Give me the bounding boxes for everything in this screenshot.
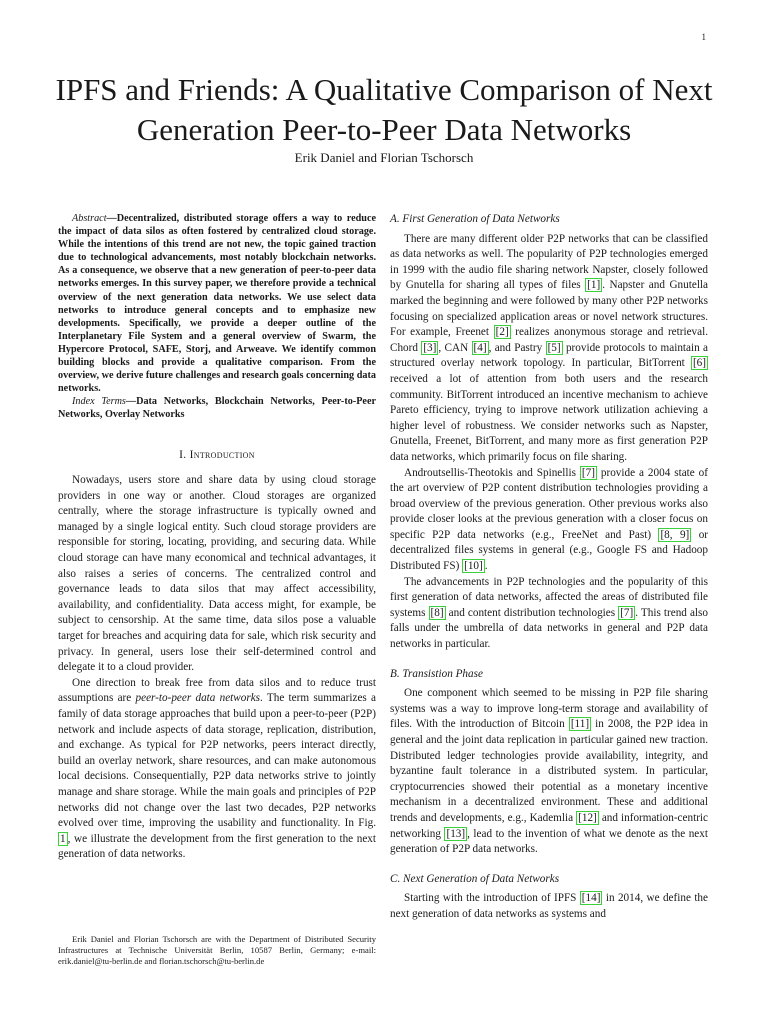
paragraph-text: . <box>484 560 488 573</box>
subsection-c-heading: C. Next Generation of Data Networks <box>390 872 560 885</box>
paragraph-text: or decentralized files systems in general (e.g., Google FS and Hadoop Distributed FS) <box>390 528 709 573</box>
intro-p2-text-c: , we illustrate the development from the first generation to the next generation of data networks. <box>58 832 376 861</box>
paragraph-text: , lead to the invention of what we denote as the next generation of P2P data networks. <box>390 827 708 856</box>
paragraph-text: , and Pastry <box>488 341 546 354</box>
citation-link[interactable]: [11] <box>570 718 590 731</box>
paragraph-text: realizes anonymous storage and retrieval. Chord <box>390 326 709 354</box>
author-footnote: Erik Daniel and Florian Tschorsch are with the Department of Distributed Security Infrastructures at Technische Universität Berlin, 10587 Berlin, Germany; e-mail: erik.daniel@tu-berlin.de and florian.tschorsch@tu-berlin.de <box>58 934 376 967</box>
citation-link[interactable]: [8] <box>430 606 444 619</box>
paragraph-text: The advancements in P2P technologies and the popularity of this first generation of data networks, affected the areas of distributed file systems <box>390 575 708 619</box>
paragraph-text: There are many different older P2P networks that can be classified as data networks as well. The popularity of P2P technologies emerged in 1999 with the audio file sharing network Napster, closely followed by Gnutella for sharing all types of files <box>390 232 708 292</box>
intro-paragraph-1: Nowadays, users store and share data by using cloud storage providers in one way or another. Cloud storages are organized centrally, where the storage infrastructure is typically owned and managed by a single logical entity. Such cloud storage providers are responsible for storing, locating, providing, and securing data. While cloud storage can have many economical and technical advantages, it also raises a series of concerns. The centralized control and governance leads to data silos that may affect accessibility, availability, and confidentiality. Data access might, for example, be subject to censorship. At the same time, data silos pose a valuable target for breaches and acquiring data for sale, which risk security and privacy. In general, users lose their self-determined control and delegate it to a cloud provider. <box>58 474 376 674</box>
paragraph-text: One component which seemed to be missing in P2P file sharing systems was a way to improve long-term storage and availability of files. With the introduction of Bitcoin <box>390 687 708 731</box>
paragraph-text: and content distribution technologies <box>445 606 619 619</box>
paragraph-text: . This trend also falls under the umbrella of data networks in general and P2P data networks in particular. <box>390 606 708 651</box>
section-a-paragraph-3 <box>390 575 708 653</box>
citation-link[interactable]: [13] <box>446 827 466 840</box>
paragraph-text: provide protocols to maintain a structured overlay network topology. In particular, BitTorrent <box>390 341 709 370</box>
right-column <box>390 212 708 923</box>
citation-link[interactable]: [4] <box>473 341 487 354</box>
section-c-paragraph-1 <box>390 891 708 922</box>
intro-p2-text-b: . The term summarizes a family of data storage approaches that build upon a peer-to-peer (P2P) network and include aspects of data storage, replication, distribution, and exchange. As typical for P2P networks, peers interact directly, build an overlay network, share resources, and can make autonomous local decisions. Consequentially, P2P data networks strive to jointly manage and share storage. While the main goals and principles of P2P networks did not change over the last two decades, P2P networks evolved over time, improving the usability and functionality. In Fig. <box>58 692 376 830</box>
paragraph-text: received a lot of attention from both users and the research community. BitTorrent introduced an incentive mechanism to achieve Pareto efficiency, trying to improve network utilization achieving a higher level of robustness. We consider networks such as Napster, Gnutella, Freenet, BitTorrent, and many more as first generation P2P data networks, which primarily focus on file sharing. <box>390 372 708 463</box>
intro-paragraph-2 <box>58 676 376 863</box>
figure-ref-link[interactable] <box>58 832 68 846</box>
figure-ref-number: 1 <box>60 832 66 845</box>
citation-link[interactable]: [3] <box>423 341 437 354</box>
citation-link[interactable]: [8, 9] <box>660 528 690 541</box>
abstract-label: Abstract <box>72 213 107 224</box>
citation-link[interactable]: [1] <box>587 279 601 292</box>
paper-title: IPFS and Friends: A Qualitative Comparison of Next Generation Peer-to-Peer Data Networks <box>55 72 713 147</box>
left-column <box>58 212 376 863</box>
citation-link[interactable]: [5] <box>547 341 561 354</box>
section-a-paragraph-1 <box>390 232 708 466</box>
paragraph-text: . Napster and Gnutella marked the beginning and were followed by many other P2P networks focusing on specialized application areas or novel network structures. For example, Freenet <box>390 279 708 339</box>
citation-link[interactable]: [2] <box>495 326 509 339</box>
citation-link[interactable]: [7] <box>581 466 595 479</box>
intro-heading: I. Introduction <box>179 448 255 461</box>
intro-p2-text-a: One direction to break free from data silos and to reduce trust assumptions are <box>58 676 376 705</box>
paragraph-text: and information-centric networking <box>390 811 708 840</box>
citation-link[interactable]: [7] <box>620 606 634 619</box>
abstract-text: —Decentralized, distributed storage offers a way to reduce the impact of data silos as often fostered by centralized cloud storage. While the intentions of this trend are not new, the topic gained traction due to technological advancements, most notably blockchain networks. As a consequence, we observe that a new generation of peer-to-peer data networks emerges. In this survey paper, we therefore provide a technical overview of the next generation data networks. We use select data networks to introduce general concepts and to emphasize new developments. Specifically, we provide a deeper outline of the Interplanetary File System and a general overview of Swarm, the Hypercore Protocol, SAFE, Storj, and Arweave. We identify common building blocks and provide a qualitative comparison. From the overview, we derive future challenges and research goals concerning data networks. <box>58 213 376 395</box>
citation-link[interactable]: [12] <box>578 811 597 824</box>
paragraph-text: in 2014, we define the next generation of data networks as systems and <box>390 892 708 920</box>
subsection-b-heading: B. Transistion Phase <box>390 667 483 680</box>
subsection-a-heading: A. First Generation of Data Networks <box>390 213 560 225</box>
citation-link[interactable]: [14] <box>581 892 601 905</box>
index-terms-label: Index Terms <box>72 396 126 408</box>
paragraph-text: in 2008, the P2P idea in general and the joint data replication in particular gained new traction. Distributed ledger technologies provide availability, integrity, and byzantine fault tolerance in a distributed system. In particular, cryptocurrencies showed their potential as a monetary incentive mechanism in a decentralized environment. These and additional trends and developments, e.g., Kademlia <box>390 718 708 824</box>
section-b-paragraph-1 <box>390 686 708 858</box>
intro-p2-emphasis: peer-to-peer data networks <box>135 692 261 705</box>
index-terms-text: —Data Networks, Blockchain Networks, Peer-to-Peer Networks, Overlay Networks <box>58 396 376 421</box>
paragraph-text: , CAN <box>438 341 472 354</box>
citation-link[interactable]: [6] <box>692 357 706 370</box>
page-number: 1 <box>701 32 706 42</box>
citation-link[interactable]: [10] <box>464 560 483 573</box>
paragraph-text: Starting with the introduction of IPFS <box>404 892 580 905</box>
section-a-paragraph-2 <box>390 466 708 575</box>
paragraph-text: Androutsellis-Theotokis and Spinellis <box>404 466 580 479</box>
index-terms <box>58 395 376 421</box>
paragraph-text: provide a 2004 state of the art overview of P2P content distribution technologies providing a broad overview of the previous generation. Other previous works also provide closer looks at the previous generation with a closer focus on specific P2P data networks (e.g., FreeNet and Past) <box>390 466 708 541</box>
authors: Erik Daniel and Florian Tschorsch <box>294 150 474 165</box>
abstract <box>58 212 376 395</box>
